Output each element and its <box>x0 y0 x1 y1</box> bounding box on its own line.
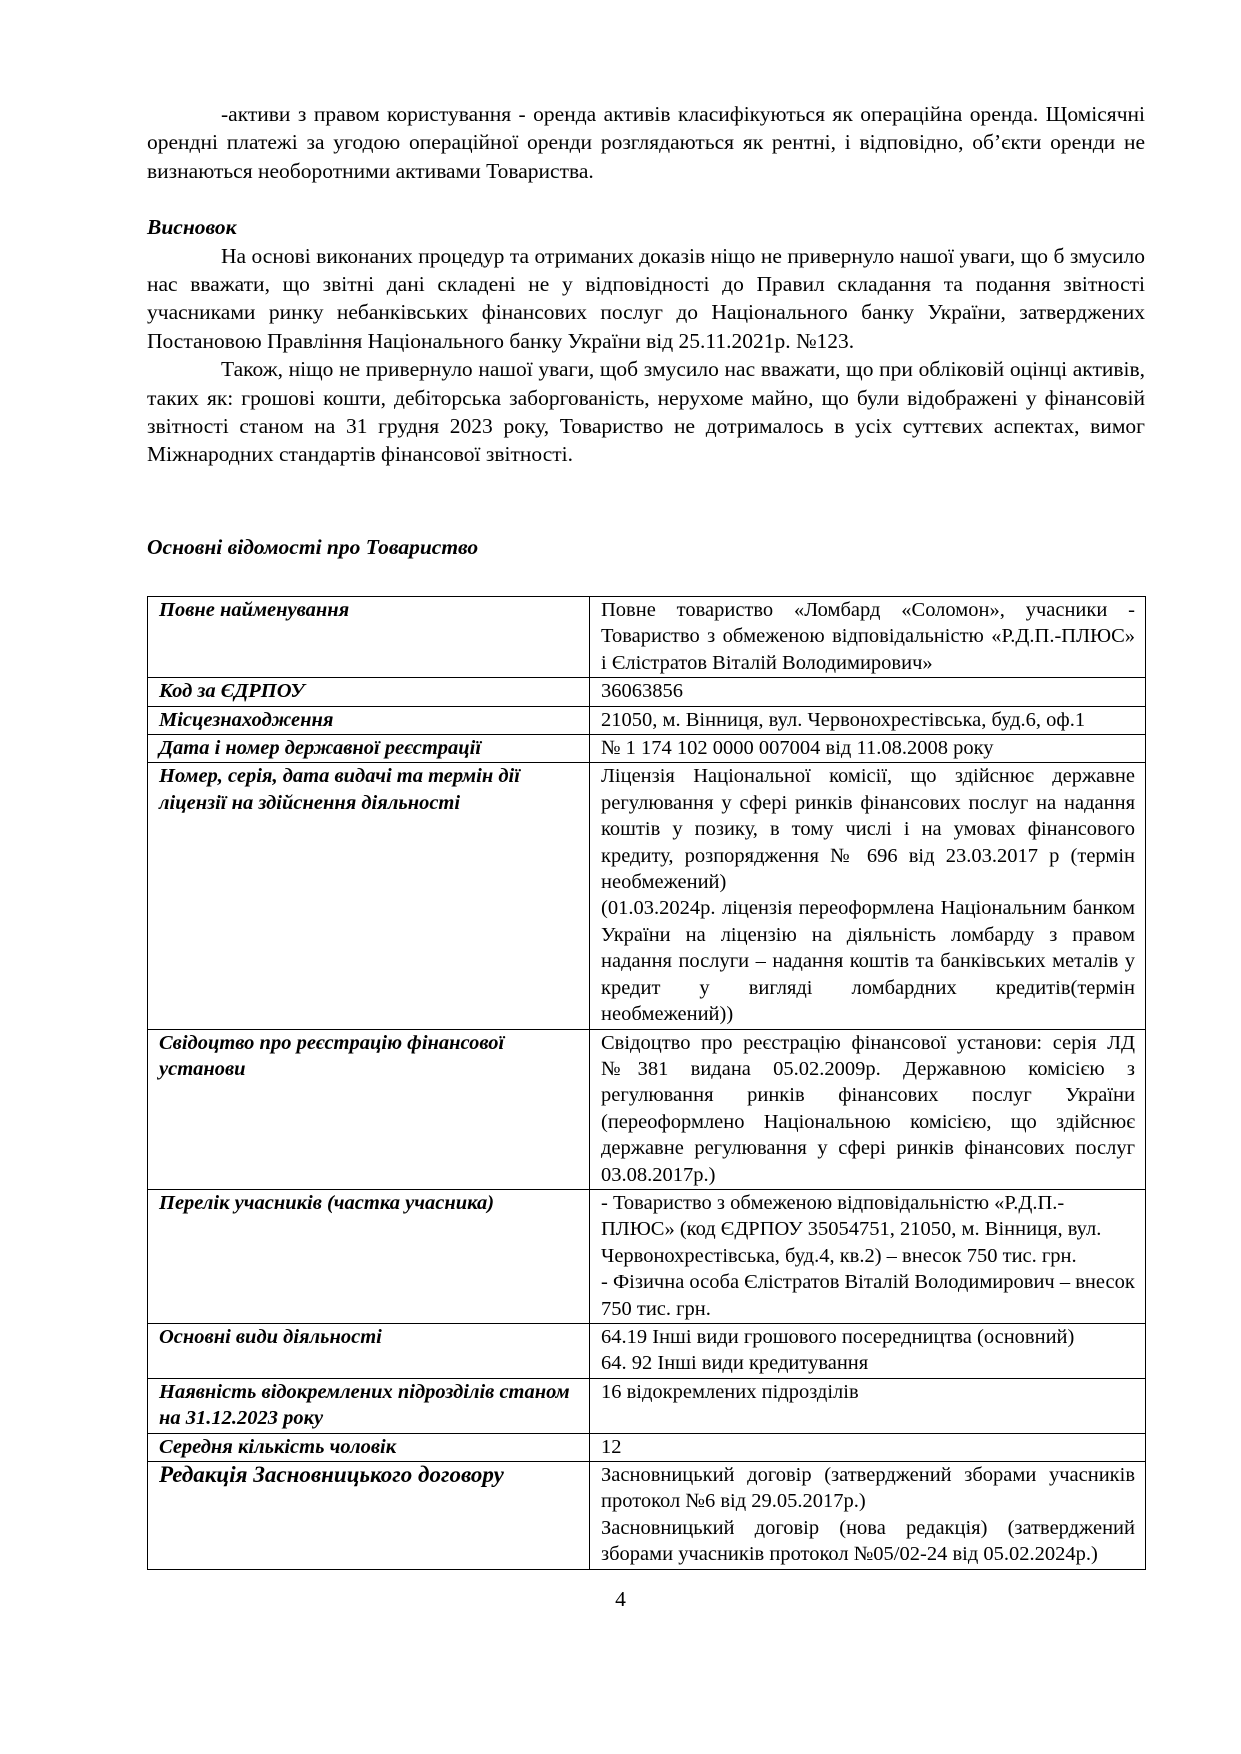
row-key-registration: Дата і номер державної реєстрації <box>148 735 590 763</box>
license-reissue-text: (01.03.2024р. ліцензія переоформлена Національним банком України на ліцензію на діяльність ломбарду з правом надання послуги – надання коштів та банківських металів у кредит у вигляді ломбардних кредитів(термін необмежений)) <box>601 897 1135 1026</box>
table-row <box>148 706 1146 734</box>
conclusion-paragraph-2: Також, ніщо не привернуло нашої уваги, щоб змусило нас вважати, що при обліковій оцінці активів, таких як: грошові кошти, дебіторська заборгованість, нерухоме майно, що були відображені у фінансовій звітності станом на 31 грудня 2023 року, Товариство не дотрималось в усіх суттєвих аспектах, вимог Міжнародних стандартів фінансової звітності. <box>147 357 1145 467</box>
row-key-activities: Основні види діяльності <box>148 1323 590 1378</box>
table-row <box>148 1189 1146 1323</box>
table-row <box>148 735 1146 763</box>
conclusion-paragraph-1: На основі виконаних процедур та отриманих доказів ніщо не привернуло нашої уваги, що б змусило нас вважати, що звітні дані складені не у відповідності до Правил складання та подання звітності учасниками ринку небанківських фінансових послуг до Національного банку України, затверджених Постановою Правління Національного банку України від 25.11.2021р. №123. <box>147 243 1145 353</box>
table-row <box>148 1462 1146 1570</box>
activity-2: 64. 92 Інші види кредитування <box>601 1352 869 1375</box>
table-row <box>148 1323 1146 1378</box>
row-value-headcount: 12 <box>590 1433 1146 1461</box>
row-key-headcount: Середня кількість чоловік <box>148 1433 590 1461</box>
row-value-edrpou: 36063856 <box>590 678 1146 706</box>
row-key-founding-agreement: Редакція Засновницького договору <box>148 1462 590 1570</box>
table-row <box>148 763 1146 1029</box>
table-row <box>148 1378 1146 1433</box>
row-key-full-name: Повне найменування <box>148 597 590 678</box>
row-value-registration: № 1 174 102 0000 007004 від 11.08.2008 року <box>590 735 1146 763</box>
agreement-new-edition: Засновницький договір (нова редакція) (затверджений зборами учасників протокол №05/02-24 від 05.02.2024р.) <box>601 1516 1135 1566</box>
table-row <box>148 1433 1146 1461</box>
intro-paragraph: -активи з правом користування - оренда активів класифікуються як операційна оренда. Щомісячні орендні платежі за угодою операційної оренди розглядаються як рентні, і відповідно, об’єкти оренди не визнаються необоротними активами Товариства. <box>147 102 1145 183</box>
row-value-participants <box>590 1189 1146 1323</box>
row-value-location: 21050, м. Вінниця, вул. Червонохрестівська, буд.6, оф.1 <box>590 706 1146 734</box>
conclusion-heading: Висновок <box>147 215 237 240</box>
row-key-location: Місцезнаходження <box>148 706 590 734</box>
row-key-participants: Перелік учасників (частка учасника) <box>148 1189 590 1323</box>
row-key-license: Номер, серія, дата видачі та термін дії ліцензії на здійснення діяльності <box>148 763 590 1029</box>
row-value-certificate: Свідоцтво про реєстрацію фінансової установи: серія ЛД №381 видана 05.02.2009р. Державною комісією з регулювання ринків фінансових послуг України (переоформлено Національною комісією, що здійснює державне регулювання у сфері ринків фінансових послуг 03.08.2017р.) <box>590 1029 1146 1189</box>
row-value-full-name: Повне товариство «Ломбард «Соломон», учасники - Товариство з обмеженою відповідальністю «Р.Д.П.-ПЛЮС» і Єлістратов Віталій Володимирович» <box>590 597 1146 678</box>
page-number: 4 <box>615 1587 626 1611</box>
document-body <box>147 100 1145 469</box>
table-row <box>148 597 1146 678</box>
company-info-table <box>147 596 1146 1570</box>
table-row <box>148 1029 1146 1189</box>
row-value-founding-agreement <box>590 1462 1146 1570</box>
row-key-certificate: Свідоцтво про реєстрацію фінансової установи <box>148 1029 590 1189</box>
row-value-activities <box>590 1323 1146 1378</box>
row-value-license <box>590 763 1146 1029</box>
row-key-subdivisions: Наявність відокремлених підрозділів станом на 31.12.2023 року <box>148 1378 590 1433</box>
row-value-subdivisions: 16 відокремлених підрозділів <box>590 1378 1146 1433</box>
participant-2: - Фізична особа Єлістратов Віталій Володимирович – внесок 750 тис. грн. <box>601 1271 1135 1320</box>
row-key-edrpou: Код за ЄДРПОУ <box>148 678 590 706</box>
participant-1: - Товариство з обмеженою відповідальністю «Р.Д.П.-ПЛЮС» (код ЄДРПОУ 35054751, 21050, м. Вінниця, вул. Червонохрестівська, буд.4, кв.2) – внесок 750 тис. грн. <box>601 1191 1102 1267</box>
activity-1: 64.19 Інші види грошового посередництва (основний) <box>601 1325 1075 1348</box>
table-row <box>148 678 1146 706</box>
section-heading: Основні відомості про Товариство <box>147 535 479 559</box>
agreement-original: Засновницький договір (затверджений зборами учасників протокол №6 від 29.05.2017р.) <box>601 1464 1135 1513</box>
license-text: Ліцензія Національної комісії, що здійснює державне регулювання у сфері ринків фінансових послуг на надання коштів у позику, в тому числі і на умовах фінансового кредиту, розпорядження № 696 від 23.03.2017 р (термін необмежений) <box>601 765 1135 894</box>
